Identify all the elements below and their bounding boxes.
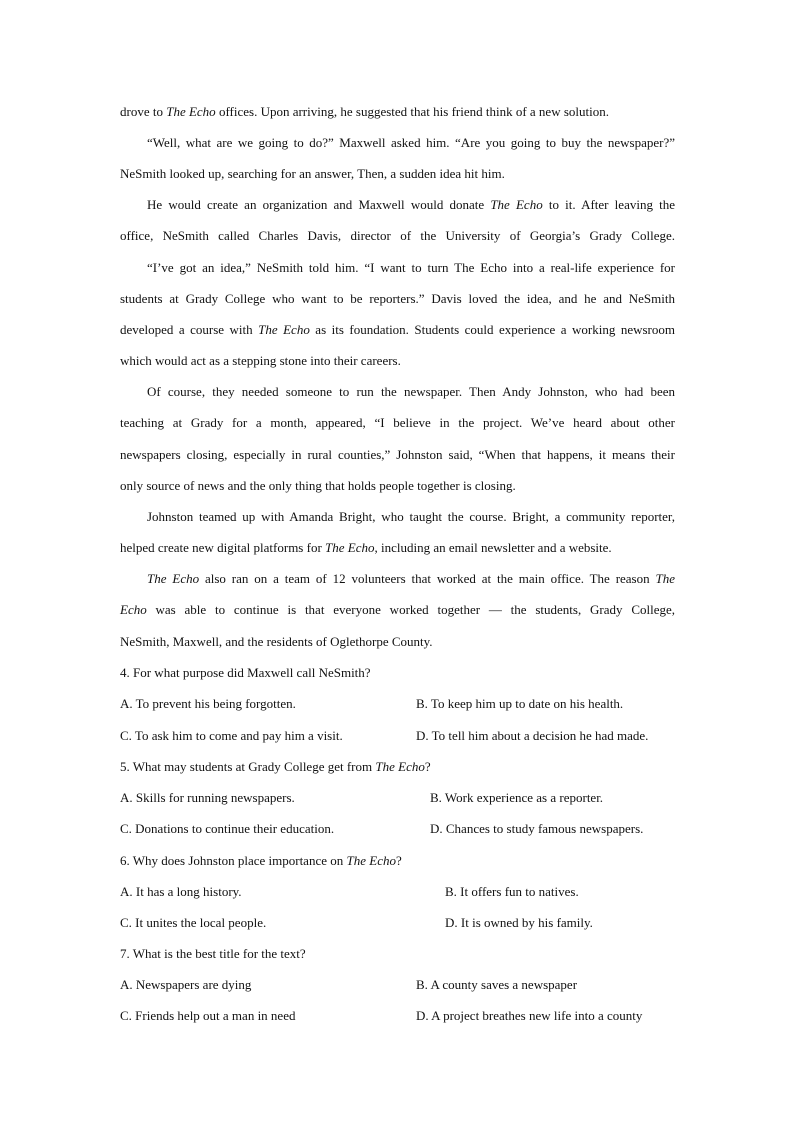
question-4-option-d[interactable]: D. To tell him about a decision he had made. <box>416 728 649 743</box>
question-stem: 7. What is the best title for the text? <box>120 946 306 961</box>
italic-title: Echo <box>120 602 147 617</box>
passage-line: developed a course with The Echo as its foundation. Students could experience a working newsroom <box>120 322 675 337</box>
passage-line: teaching at Grady for a month, appeared, “I believe in the project. We’ve heard about other <box>120 415 675 430</box>
passage-line: drove to The Echo offices. Upon arriving, he suggested that his friend think of a new solution. <box>120 104 609 119</box>
italic-title: The Echo <box>375 759 425 774</box>
question-4-option-a[interactable]: A. To prevent his being forgotten. <box>120 696 296 711</box>
question-stem: 5. What may students at Grady College get from The Echo? <box>120 759 431 774</box>
question-4-option-b[interactable]: B. To keep him up to date on his health. <box>416 696 624 711</box>
italic-title: The Echo <box>166 104 216 119</box>
passage-line: office, NeSmith called Charles Davis, director of the University of Georgia’s Grady College. <box>120 228 675 243</box>
passage-line: NeSmith, Maxwell, and the residents of Oglethorpe County. <box>120 634 433 649</box>
passage-line: “I’ve got an idea,” NeSmith told him. “I want to turn The Echo into a real-life experience for <box>147 260 675 275</box>
question-5-option-a[interactable]: A. Skills for running newspapers. <box>120 790 295 805</box>
italic-title: The Echo <box>325 540 375 555</box>
passage-line: He would create an organization and Maxwell would donate The Echo to it. After leaving the <box>147 197 675 212</box>
passage-line: The Echo also ran on a team of 12 volunteers that worked at the main office. The reason The <box>147 571 675 586</box>
question-5-option-b[interactable]: B. Work experience as a reporter. <box>430 790 604 805</box>
passage-line: which would act as a stepping stone into their careers. <box>120 353 401 368</box>
question-7-option-a[interactable]: A. Newspapers are dying <box>120 977 252 992</box>
question-7-option-c[interactable]: C. Friends help out a man in need <box>120 1008 296 1023</box>
question-6-option-b[interactable]: B. It offers fun to natives. <box>445 884 579 899</box>
question-5-option-c[interactable]: C. Donations to continue their education. <box>120 821 335 836</box>
question-6-option-c[interactable]: C. It unites the local people. <box>120 915 267 930</box>
question-6-option-a[interactable]: A. It has a long history. <box>120 884 242 899</box>
passage-line: only source of news and the only thing that holds people together is closing. <box>120 478 516 493</box>
question-7-option-d[interactable]: D. A project breathes new life into a county <box>416 1008 643 1023</box>
passage-line: Johnston teamed up with Amanda Bright, who taught the course. Bright, a community reporter, <box>147 509 675 524</box>
passage-line: “Well, what are we going to do?” Maxwell asked him. “Are you going to buy the newspaper?” <box>147 135 675 150</box>
question-5-option-d[interactable]: D. Chances to study famous newspapers. <box>430 821 644 836</box>
italic-title: The <box>655 571 675 586</box>
italic-title: The Echo <box>258 322 310 337</box>
italic-title: The Echo <box>346 853 396 868</box>
question-6-option-d[interactable]: D. It is owned by his family. <box>445 915 593 930</box>
italic-title: The Echo <box>490 197 543 212</box>
passage-line: Echo was able to continue is that everyone worked together — the students, Grady College, <box>120 602 675 617</box>
passage-line: Of course, they needed someone to run the newspaper. Then Andy Johnston, who had been <box>147 384 675 399</box>
passage-line: students at Grady College who want to be reporters.” Davis loved the idea, and he and NeSmith <box>120 291 675 306</box>
passage-line: newspapers closing, especially in rural counties,” Johnston said, “When that happens, it means their <box>120 447 675 462</box>
question-4-option-c[interactable]: C. To ask him to come and pay him a visit. <box>120 728 343 743</box>
passage-line: helped create new digital platforms for The Echo, including an email newsletter and a website. <box>120 540 612 555</box>
question-stem: 4. For what purpose did Maxwell call NeSmith? <box>120 665 371 680</box>
passage-line: NeSmith looked up, searching for an answer, Then, a sudden idea hit him. <box>120 166 505 181</box>
italic-title: The Echo <box>147 571 200 586</box>
question-7-option-b[interactable]: B. A county saves a newspaper <box>416 977 578 992</box>
question-stem: 6. Why does Johnston place importance on The Echo? <box>120 853 402 868</box>
